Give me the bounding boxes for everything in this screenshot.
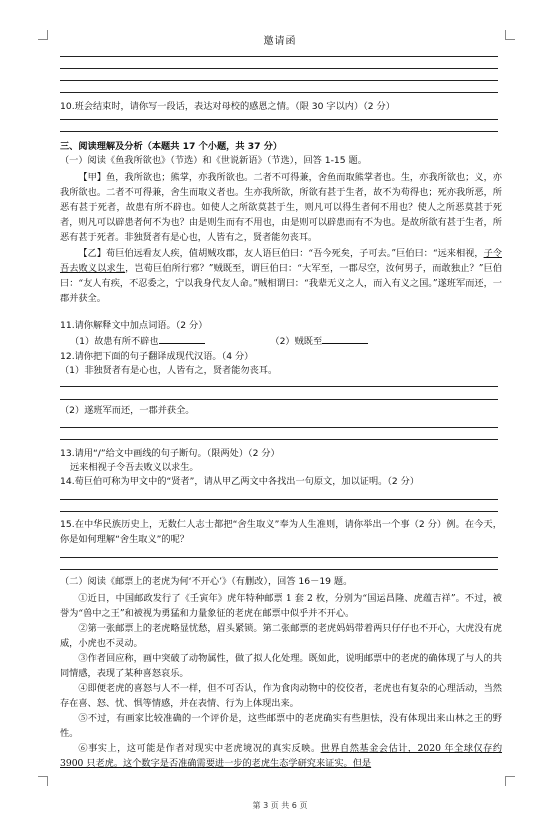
question-12-1: （1）非独贤者有是心也，人皆有之，贤者能勿丧耳。 [60, 365, 278, 376]
crop-mark [505, 776, 515, 786]
passage-jia [60, 170, 502, 245]
passage-jia-text: 【甲】鱼，我所欲也；熊掌，亦我所欲也。二者不可得兼，舍鱼而取熊掌者也。生，亦我所欲也；义，亦我所欲也。二者不可得兼，舍生而取义者也。生亦我所欲，所欲有甚于生者，故不为苟得也；死亦我所恶，所恶有甚于死者，故患有所不辟也。如使人之所欲莫甚于生，则凡可以得生者何不用也？使人之所恶莫甚于死者，则凡可以辟患者何不为也？由是则生而有不用也，由是则可以辟患而有不为也。是故所欲有甚于生者，所恶有甚于死者。非独贤者有是心也，人皆有之，贤者能勿丧耳。 [60, 172, 502, 243]
answer-line [60, 80, 498, 81]
section-3-title: 三、阅读理解及分析（本题共 17 个小题，共 37 分） [60, 141, 283, 152]
answer-blank[interactable] [159, 334, 205, 344]
passage-2-p2: ②第一张邮票上的老虎略显忧愁，眉头紧锁。第二张邮票的老虎妈妈带着两只仔仔也不开心，大虎没有虎威，小虎也不灵动。 [60, 623, 502, 649]
answer-line [60, 439, 498, 440]
passage-yi-underlined: 子令吾去败义以求生 [60, 248, 502, 274]
passage-yi-text-a: 【乙】荀巨伯远看友人疾，值胡贼攻郡，友人语巨伯曰：“吾今死矣，子可去。”巨伯曰：“远来相视， [78, 248, 484, 259]
answer-line [60, 119, 498, 120]
answer-line [60, 56, 498, 57]
answer-line [60, 131, 498, 132]
passage-2-p6-underlined: 世界自然基金会估计，2020 年全球仅存约 3900 只老虎。这个数字是否准确需要进一步的老虎生态学研究来证实。但是 [60, 743, 503, 769]
passage-2-p5: ⑤不过，有画家比较准确的一个评价是，这些邮票中的老虎确实有些胆怯，没有体现出来山林之王的野性。 [60, 713, 502, 739]
question-13-sentence: 远来相视子令吾去败义以求生。 [70, 462, 199, 473]
passage-yi-text-b: ，岂荀巨伯所行邪？”贼既至，谓巨伯曰：“大军至，一郡尽空，汝何男子，而敢独止？”巨伯曰：“友人有疾，不忍委之，宁以我身代友人命。”贼相谓曰：“我辈无义之人，而入有义之国。”遂班军而还，一郡并获全。 [60, 263, 503, 304]
answer-line [60, 499, 498, 500]
question-12: 12.请你把下面的句子翻译成现代汉语。（4 分） [60, 351, 254, 362]
question-12-2: （2）遂班军而还，一郡并获全。 [60, 405, 195, 416]
crop-mark [38, 776, 48, 786]
part-1-title: （一）阅读《鱼我所欲也》（节选）和《世说新语》（节选），回答 1-15 题。 [60, 155, 367, 166]
answer-line [60, 92, 498, 93]
passage-yi [60, 246, 502, 306]
question-13: 13.请用“/”给文中画线的句子断句。（限两处）（2 分） [60, 448, 280, 459]
answer-line [60, 399, 498, 400]
answer-line [60, 386, 498, 387]
question-11-2: （2）贼既至 [270, 336, 323, 347]
answer-line [60, 427, 498, 428]
crop-mark [38, 30, 48, 40]
question-15-block [60, 517, 502, 547]
question-15: 15.在中华民族历史上，无数仁人志士都把“舍生取义”奉为人生准则，请你举出一个事（2 分）例。在今天，你是如何理解“舍生取义”的呢？ [60, 519, 502, 545]
answer-blank[interactable] [322, 334, 368, 344]
question-14: 14.荀巨伯可称为甲文中的“贤者”，请从甲乙两文中各找出一句原文，加以证明。（2 分） [60, 476, 420, 487]
answer-line [60, 68, 498, 69]
passage-2-p4: ④即便老虎的喜怒与人不一样，但不可否认，作为食肉动物中的佼佼者，老虎也有复杂的心理活动，当然存在喜、怒、忧、惧等情感，并在表情、行为上体现出来。 [60, 683, 502, 709]
crop-mark [505, 30, 515, 40]
part-2-title: （二）阅读《邮票上的老虎为何‘不开心’》（有删改），回答 16－19 题。 [60, 576, 353, 587]
answer-line [60, 511, 498, 512]
passage-2-p3: ③作者回应称，画中突破了动物属性，做了拟人化处理。既如此，说明邮票中的老虎的确体现了与人的共同情感，表现了某种喜怒哀乐。 [60, 653, 502, 679]
passage-2 [60, 591, 502, 771]
question-11: 11.请你解释文中加点词语。（2 分） [60, 320, 208, 331]
question-10: 10.班会结束时，请你写一段话，表达对母校的感恩之情。（限 30 字以内）（2 分） [60, 101, 395, 112]
page-footer: 第 3 页 共 6 页 [252, 801, 308, 810]
answer-line [60, 569, 498, 570]
page-header-title: 邀请函 [263, 36, 297, 47]
passage-2-p6: ⑥事实上，这可能是作者对现实中老虎境况的真实反映。 [78, 743, 321, 754]
question-11-1: （1）故患有所不辟也 [70, 336, 159, 347]
question-11-items [70, 334, 502, 348]
passage-2-p1: ①近日，中国邮政发行了《壬寅年》虎年特种邮票 1 套 2 枚，分别为“国运昌隆、虎蕴吉祥”。不过，被誉为“兽中之王”和被视为勇猛和力量象征的老虎在邮票中似乎并不开心。 [60, 593, 502, 619]
answer-line [60, 557, 498, 558]
